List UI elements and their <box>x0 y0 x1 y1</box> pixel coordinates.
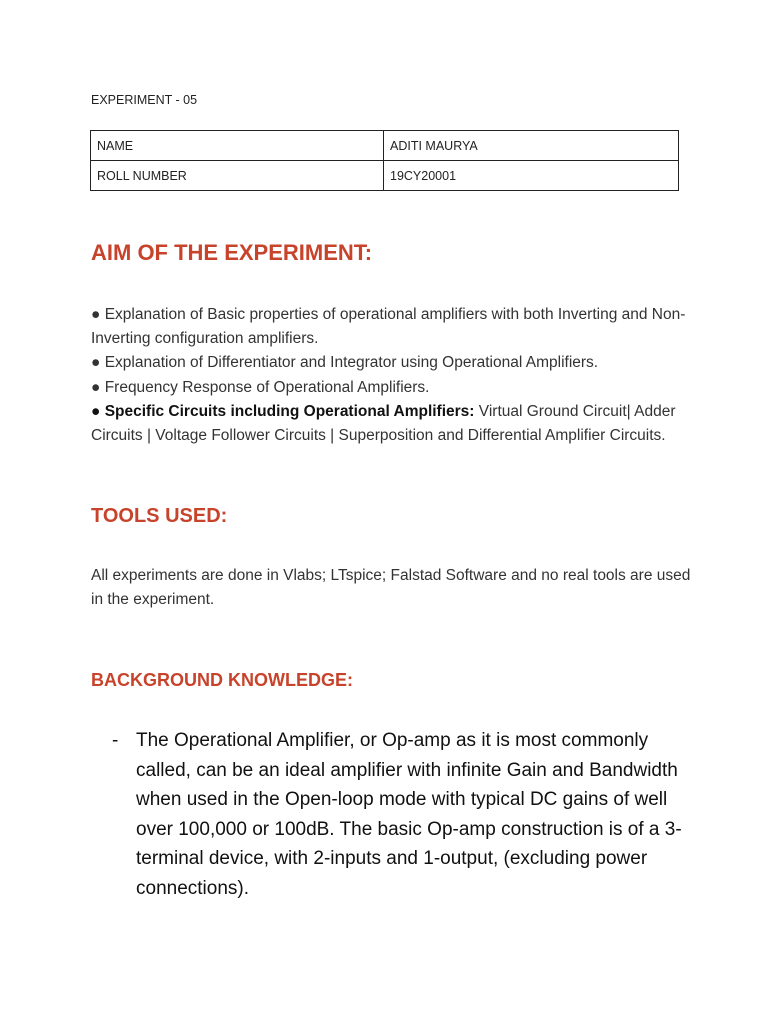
dash-bullet: - <box>112 730 119 751</box>
list-item-rest: Virtual Ground Circuit| Adder Circuits | Voltage Follower Circuits | Superposition and Differential Amplifier Circuits. <box>91 402 676 445</box>
table-row <box>91 131 679 161</box>
background-heading: BACKGROUND KNOWLEDGE: <box>91 670 353 690</box>
roll-number-label-cell: ROLL NUMBER <box>91 161 384 191</box>
list-item: ● Explanation of Differentiator and Integrator using Operational Amplifiers. <box>91 354 599 372</box>
experiment-label: EXPERIMENT - 05 <box>91 93 198 107</box>
aim-list <box>91 303 691 448</box>
list-item: ● Frequency Response of Operational Amplifiers. <box>91 378 430 396</box>
table-row <box>91 161 679 191</box>
bullet: ● <box>91 306 101 323</box>
bullet: ● <box>91 354 101 372</box>
aim-heading: AIM OF THE EXPERIMENT: <box>91 240 373 265</box>
name-value-cell: ADITI MAURYA <box>384 131 679 161</box>
list-item: - The Operational Amplifier, or Op-amp as it is most commonly called, can be an ideal amplifier with infinite Gain and Bandwidth when used in the Open-loop mode with typical DC gains of well over 100,000 or 100dB. The basic Op-amp construction is of a 3-terminal device, with 2-inputs and 1-output, (excluding power connections). <box>112 726 682 903</box>
tools-heading: TOOLS USED: <box>91 505 228 527</box>
list-item: ● Explanation of Basic properties of operational amplifiers with both Inverting and Non-Inverting configuration amplifiers. <box>91 306 686 348</box>
list-item <box>91 400 691 448</box>
tools-paragraph: All experiments are done in Vlabs; LTspice; Falstad Software and no real tools are used in the experiment. <box>91 567 691 609</box>
list-item-bold: Specific Circuits including Operational Amplifiers: <box>104 402 475 420</box>
student-info-table <box>90 130 679 191</box>
roll-number-value-cell: 19CY20001 <box>384 161 679 191</box>
background-list <box>112 726 682 903</box>
name-label-cell: NAME <box>91 131 384 161</box>
bullet: ● <box>91 402 101 420</box>
bullet: ● <box>91 378 101 396</box>
